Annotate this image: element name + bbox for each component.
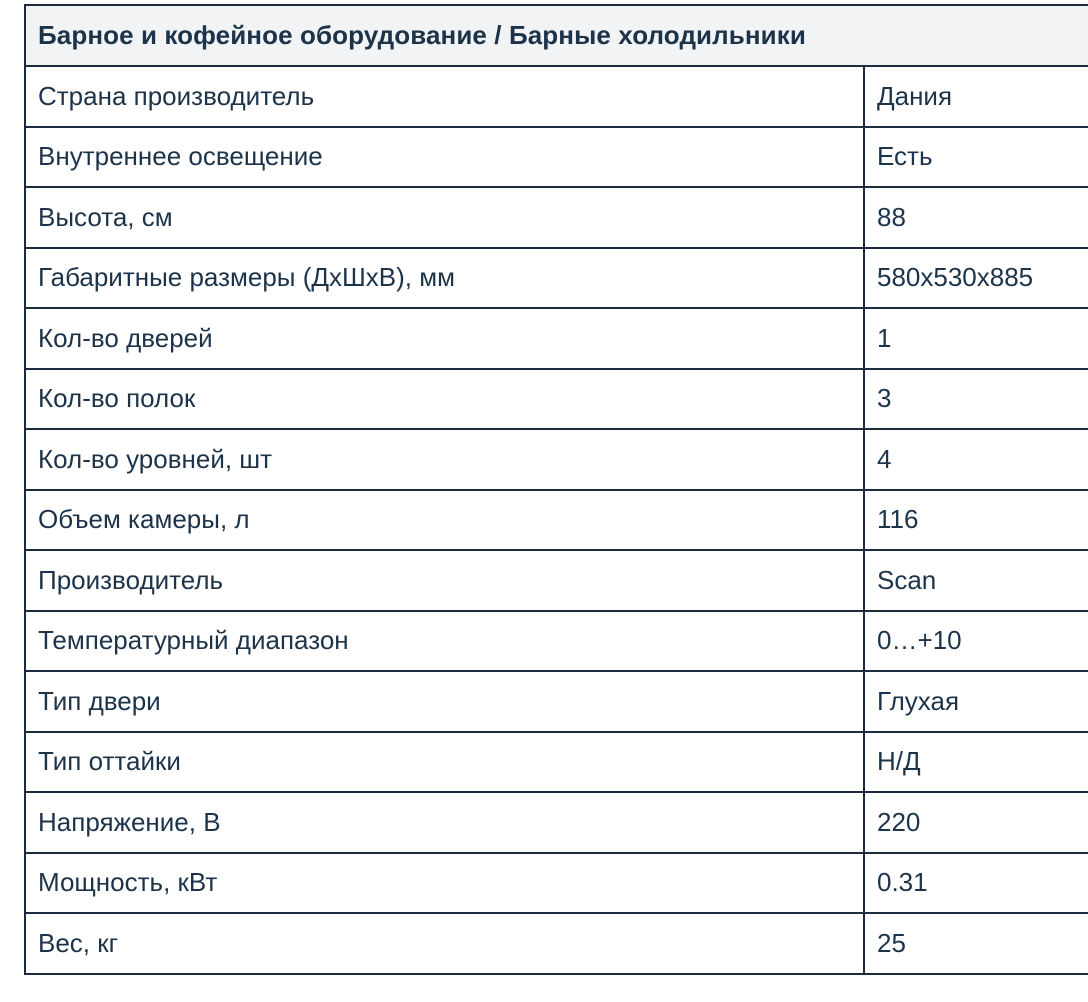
- spec-label: Вес, кг: [25, 913, 864, 974]
- table-row: [25, 308, 1088, 369]
- spec-value: Scan: [864, 550, 1088, 611]
- spec-label: Внутреннее освещение: [25, 127, 864, 188]
- table-row: [25, 550, 1088, 611]
- spec-label: Высота, см: [25, 187, 864, 248]
- specs-table: [24, 4, 1088, 975]
- table-title: Барное и кофейное оборудование / Барные холодильники: [25, 5, 1088, 66]
- spec-label: Тип оттайки: [25, 732, 864, 793]
- spec-value: 0…+10: [864, 611, 1088, 672]
- spec-label: Производитель: [25, 550, 864, 611]
- table-row: [25, 127, 1088, 188]
- table-row: [25, 853, 1088, 914]
- table-row: [25, 248, 1088, 309]
- table-row: [25, 490, 1088, 551]
- table-row: [25, 429, 1088, 490]
- table-header-row: [25, 5, 1088, 66]
- spec-label: Габаритные размеры (ДхШхВ), мм: [25, 248, 864, 309]
- spec-value: 580x530x885: [864, 248, 1088, 309]
- spec-value: Глухая: [864, 671, 1088, 732]
- spec-value: Есть: [864, 127, 1088, 188]
- table-row: [25, 671, 1088, 732]
- spec-value: 25: [864, 913, 1088, 974]
- table-row: [25, 369, 1088, 430]
- spec-value: Н/Д: [864, 732, 1088, 793]
- spec-label: Кол-во дверей: [25, 308, 864, 369]
- spec-label: Объем камеры, л: [25, 490, 864, 551]
- spec-value: 88: [864, 187, 1088, 248]
- table-row: [25, 187, 1088, 248]
- spec-value: 220: [864, 792, 1088, 853]
- table-row: [25, 66, 1088, 127]
- spec-value: Дания: [864, 66, 1088, 127]
- spec-value: 0.31: [864, 853, 1088, 914]
- spec-label: Напряжение, В: [25, 792, 864, 853]
- spec-value: 3: [864, 369, 1088, 430]
- table-row: [25, 611, 1088, 672]
- spec-label: Температурный диапазон: [25, 611, 864, 672]
- spec-label: Тип двери: [25, 671, 864, 732]
- specs-container: [24, 4, 1088, 975]
- table-row: [25, 792, 1088, 853]
- spec-value: 116: [864, 490, 1088, 551]
- spec-value: 1: [864, 308, 1088, 369]
- spec-label: Страна производитель: [25, 66, 864, 127]
- spec-label: Кол-во уровней, шт: [25, 429, 864, 490]
- table-row: [25, 913, 1088, 974]
- spec-value: 4: [864, 429, 1088, 490]
- table-row: [25, 732, 1088, 793]
- spec-label: Мощность, кВт: [25, 853, 864, 914]
- spec-label: Кол-во полок: [25, 369, 864, 430]
